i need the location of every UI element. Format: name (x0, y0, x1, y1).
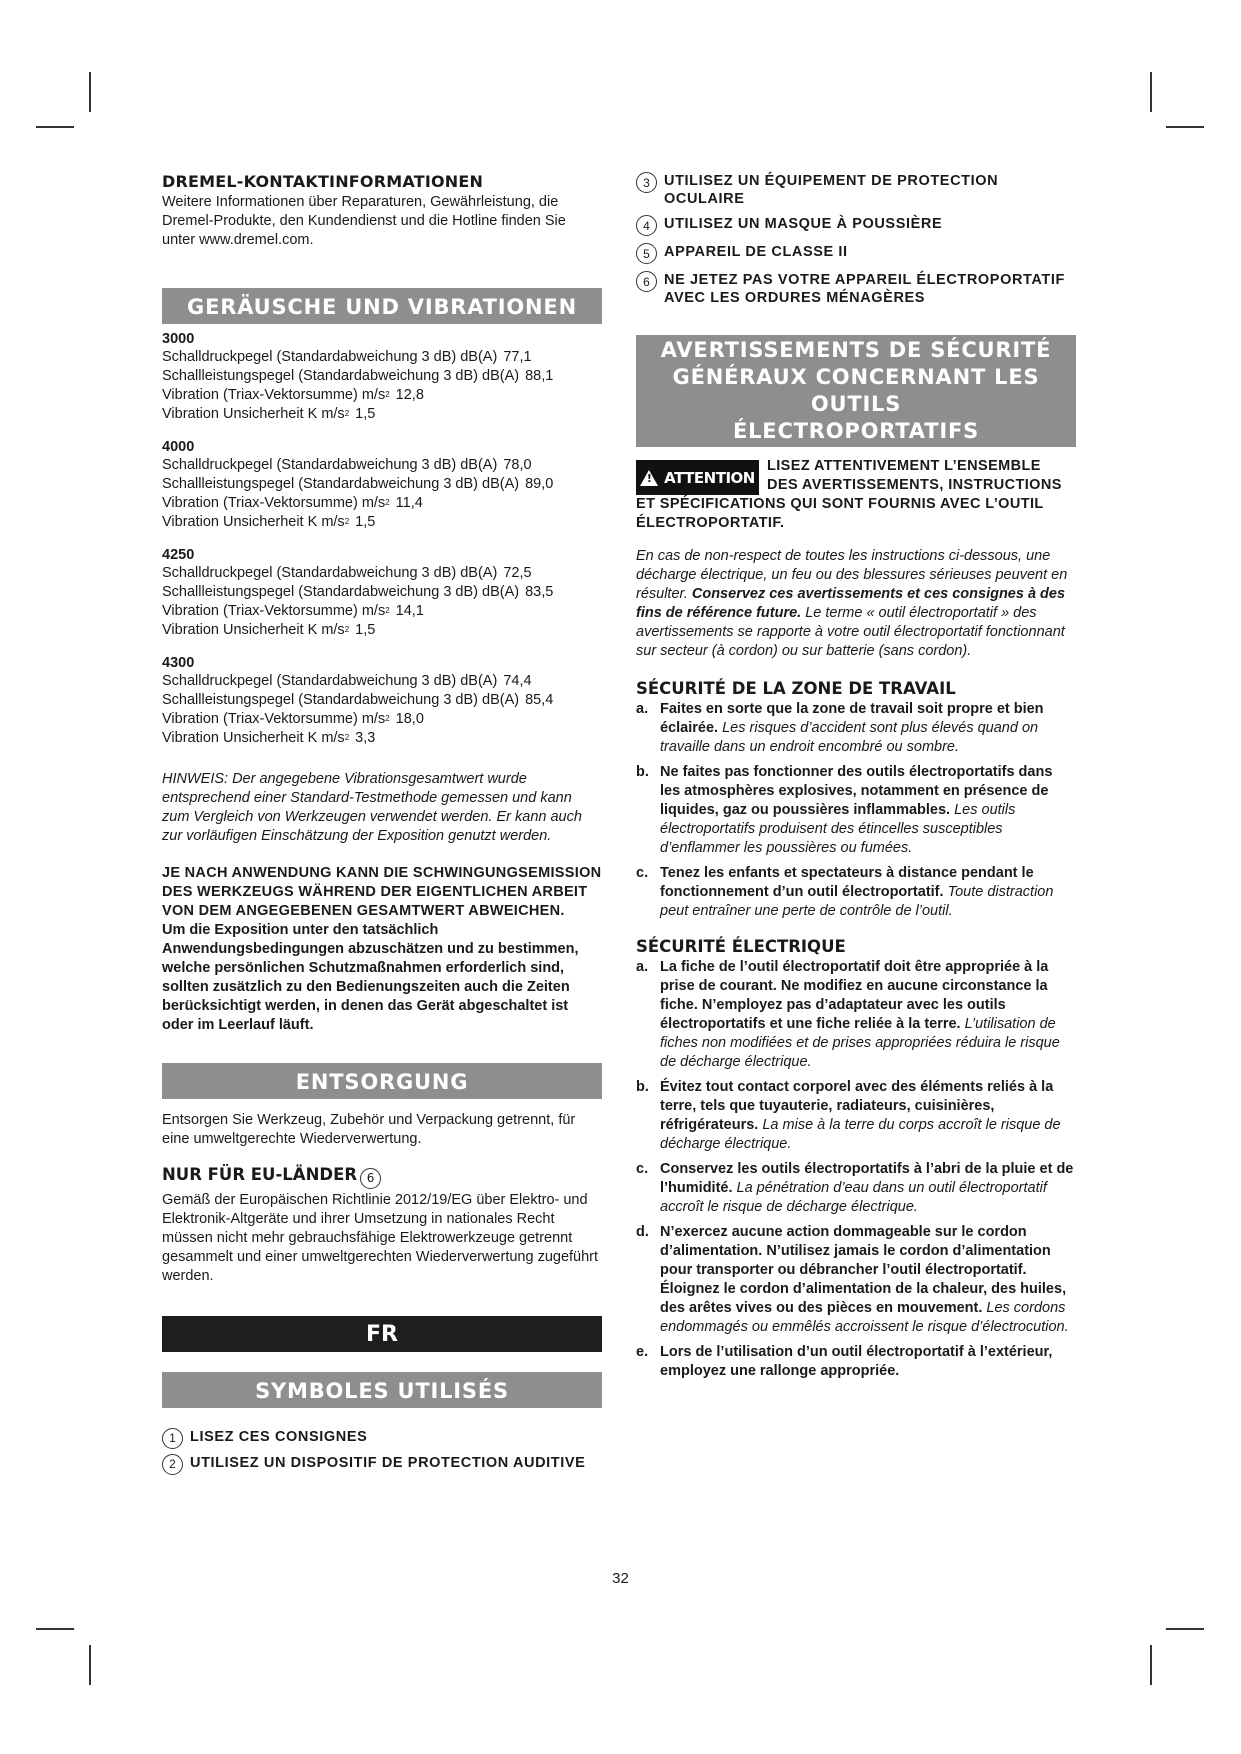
level-row (162, 672, 602, 691)
page-number: 32 (612, 1570, 629, 1587)
language-bar-fr: FR (162, 1316, 602, 1352)
work-area-title: SÉCURITÉ DE LA ZONE DE TRAVAIL (636, 679, 956, 698)
symbol-text: UTILISEZ UN DISPOSITIF DE PROTECTION AUDITIVE (190, 1454, 586, 1471)
item-body (660, 864, 1076, 921)
symbol-text: UTILISEZ UN ÉQUIPEMENT DE PROTECTION OCULAIRE (664, 173, 999, 207)
vibration-warning-caps: JE NACH ANWENDUNG KANN DIE SCHWINGUNGSEMISSION DES WERKZEUGS WÄHREND DER EIGENTLICHEN ARBEIT VON DEM ANGEGEBENEN GESAMTWERT ABWEICHEN. (162, 865, 602, 919)
eu-text: Gemäß der Europäischen Richtlinie 2012/19/EG über Elektro- und Elektronik-Altgeräte und ihrer Umsetzung in nationales Recht müssen nicht mehr gebrauchsfähige Elektrowerkzeuge getrennt gesammelt und einer umweltgerechten Wiederverwertung zugeführt werden. (162, 1191, 599, 1284)
level-row (162, 583, 602, 602)
symbol-item (636, 215, 1076, 236)
noise-heading: GERÄUSCHE UND VIBRATIONEN (162, 288, 602, 324)
level-label: Schalldruckpegel (Standardabweichung 3 dB) dB(A) (162, 349, 498, 365)
left-column (162, 172, 602, 1475)
item-body (660, 700, 1076, 757)
general-heading-line: AVERTISSEMENTS DE SÉCURITÉ (660, 338, 1052, 362)
warning-triangle-icon: ! (640, 470, 658, 486)
level-label: Vibration (Triax-Vektorsumme) $m/s^2$ (162, 711, 390, 727)
level-label: Vibration Unsicherheit K $m/s^2$ (162, 622, 350, 638)
level-value: 1,5 (355, 622, 376, 638)
general-warnings-heading (636, 335, 1076, 447)
symbol-text: LISEZ CES CONSIGNES (190, 1428, 368, 1445)
superscript-2: 2 (344, 733, 350, 742)
level-row (162, 405, 602, 424)
contact-title: DREMEL-KONTAKTINFORMATIONEN (162, 172, 484, 191)
noise-levels (162, 330, 602, 748)
item-bold: Lors de l’utilisation d’un outil électroportatif à l’extérieur, employez une rallonge appropriée. (660, 1344, 1053, 1379)
level-row (162, 710, 602, 729)
symbols-list-left (162, 1428, 602, 1475)
item-bold: La fiche de l’outil électroportatif doit être appropriée à la prise de courant. Ne modifiez en aucune circonstance la fiche. N’employez pas d’adaptateur avec les outils électroportatifs et une fiche reliée à la terre. (660, 959, 1049, 1032)
level-row (162, 456, 602, 475)
superscript-2: 2 (344, 625, 350, 634)
symbols-heading: SYMBOLES UTILISÉS (162, 1372, 602, 1408)
level-value: 1,5 (355, 514, 376, 530)
level-value: 77,1 (503, 349, 532, 365)
item-italic: Les outils électroportatifs produisent des étincelles susceptibles d’enflammer les poussières ou fumées. (660, 802, 1016, 856)
item-bold: Ne faites pas fonctionner des outils électroportatifs dans les atmosphères explosives, notamment en présence de liquides, gaz ou poussières inflammables. (660, 764, 1053, 818)
symbol-1-icon: 1 (162, 1428, 183, 1449)
symbol-item (636, 172, 1076, 208)
safety-item (636, 864, 1076, 921)
item-letter: b. (636, 1079, 649, 1095)
level-speed: 4000 (162, 439, 195, 455)
hinweis-note: HINWEIS: Der angegebene Vibrationsgesamtwert wurde entsprechend einer Standard-Testmethode gemessen und kann zum Vergleich von Werkzeugen verwendet werden. Er kann auch zur vorläufigen Einschätzung der Exposition genutzt werden. (162, 771, 582, 844)
crop-mark (1166, 126, 1204, 128)
level-label: Vibration (Triax-Vektorsumme) $m/s^2$ (162, 603, 390, 619)
level-value: 85,4 (525, 692, 554, 708)
item-body (660, 1343, 1076, 1381)
item-body (660, 1160, 1076, 1217)
level-label: Vibration (Triax-Vektorsumme) $m/s^2$ (162, 495, 390, 511)
item-letter: c. (636, 1161, 649, 1177)
level-label: Schallleistungspegel (Standardabweichung 3 dB) dB(A) (162, 692, 520, 708)
item-letter: a. (636, 959, 649, 975)
item-italic: Les risques d’accident sont plus élevés quand on travaille dans un endroit encombré ou sombre. (660, 720, 1039, 755)
item-italic: Les cordons endommagés ou emmêlés accroissent le risque d’électrocution. (660, 1300, 1069, 1335)
crop-mark (89, 72, 91, 112)
safety-item (636, 1343, 1076, 1381)
attention-block (636, 457, 1076, 533)
level-label: Schallleistungspegel (Standardabweichung 3 dB) dB(A) (162, 368, 520, 384)
item-bold: Tenez les enfants et spectateurs à distance pendant le fonctionnement d’un outil électroportatif. (660, 865, 1034, 900)
safety-item (636, 1223, 1076, 1337)
item-body (660, 958, 1076, 1072)
contact-text: Weitere Informationen über Reparaturen, Gewährleistung, die Dremel-Produkte, den Kundendienst und die Hotline finden Sie unter www.dremel.com. (162, 194, 566, 248)
superscript-2: 2 (385, 390, 390, 399)
level-value: 89,0 (525, 476, 554, 492)
level-speed: 3000 (162, 331, 195, 347)
item-letter: a. (636, 701, 649, 717)
safety-item (636, 700, 1076, 757)
symbol-5-icon: 5 (636, 243, 657, 264)
level-value: 74,4 (503, 673, 532, 689)
symbol-text: NE JETEZ PAS VOTRE APPAREIL ÉLECTROPORTATIF AVEC LES ORDURES MÉNAGÈRES (664, 272, 1065, 306)
level-value: 3,3 (355, 730, 376, 746)
symbol-3-icon: 3 (636, 172, 657, 193)
safety-item (636, 1160, 1076, 1217)
level-value: 72,5 (503, 565, 532, 581)
symbol-6-icon: 6 (360, 1168, 381, 1189)
level-row (162, 602, 602, 621)
symbol-text: APPAREIL DE CLASSE II (664, 244, 848, 260)
level-value: 78,0 (503, 457, 532, 473)
level-label: Vibration Unsicherheit K $m/s^2$ (162, 406, 350, 422)
electrical-title: SÉCURITÉ ÉLECTRIQUE (636, 937, 846, 956)
item-bold: Évitez tout contact corporel avec des éléments reliés à la terre, tels que tuyauterie, radiateurs, cuisinières, réfrigérateurs. (660, 1079, 1054, 1133)
superscript-2: 2 (385, 498, 390, 507)
general-heading-line: GÉNÉRAUX CONCERNANT LES OUTILS (672, 365, 1040, 416)
safety-item (636, 763, 1076, 858)
item-body (660, 763, 1076, 858)
level-row (162, 475, 602, 494)
level-label: Vibration (Triax-Vektorsumme) $m/s^2$ (162, 387, 390, 403)
item-italic: La pénétration d’eau dans un outil électroportatif accroît le risque de décharge électrique. (660, 1180, 1047, 1215)
work-area-list (636, 700, 1076, 921)
item-bold: Faites en sorte que la zone de travail soit propre et bien éclairée. (660, 701, 1044, 736)
intro-part-3: Le terme « outil électroportatif » des avertissements se rapporte à votre outil électroportatif fonctionnant sur secteur (à cordon) ou sur batterie (sans cordon). (636, 605, 1065, 659)
safety-item (636, 958, 1076, 1072)
vibration-warning-text: Um die Exposition unter den tatsächlich Anwendungsbedingungen abzuschätzen und zu bestimmen, welche persönlichen Schutzmaßnahmen erforderlich sind, sollten zusätzlich zu den Bedienungszeiten auch die Zeiten berücksichtigt werden, in denen das Gerät abgeschaltet ist oder im Leerlauf läuft. (162, 922, 579, 1033)
item-bold: N’exercez aucune action dommageable sur le cordon d’alimentation. N’utilisez jamais le cordon d’alimentation pour transporter ou débrancher l’outil électroportatif. Éloignez le cordon d’alimentation de la chaleur, des huiles, des arêtes vives ou des pièces en mouvement. (660, 1224, 1067, 1316)
item-bold: Conservez les outils électroportatifs à l’abri de la pluie et de l’humidité. (660, 1161, 1074, 1196)
level-label: Schalldruckpegel (Standardabweichung 3 dB) dB(A) (162, 673, 498, 689)
symbol-text: UTILISEZ UN MASQUE À POUSSIÈRE (664, 216, 943, 232)
symbol-2-icon: 2 (162, 1454, 183, 1475)
item-letter: c. (636, 865, 649, 881)
intro-part-1: En cas de non-respect de toutes les instructions ci-dessous, une décharge électrique, un feu ou des blessures sérieuses peuvent en résulter. (636, 548, 1068, 602)
disposal-heading: ENTSORGUNG (162, 1063, 602, 1099)
level-row (162, 348, 602, 367)
crop-mark (1150, 72, 1152, 112)
eu-title-text: NUR FÜR EU-LÄNDER (162, 1165, 358, 1184)
safety-item (636, 1078, 1076, 1154)
crop-mark (1150, 1645, 1152, 1685)
item-italic: La mise à la terre du corps accroît le risque de décharge électrique. (660, 1117, 1061, 1152)
crop-mark (1166, 1628, 1204, 1630)
level-row (162, 691, 602, 710)
level-row (162, 494, 602, 513)
crop-mark (89, 1645, 91, 1685)
level-label: Schalldruckpegel (Standardabweichung 3 dB) dB(A) (162, 565, 498, 581)
electrical-list (636, 958, 1076, 1381)
level-label: Vibration Unsicherheit K $m/s^2$ (162, 514, 350, 530)
item-letter: d. (636, 1224, 649, 1240)
symbols-list-right (636, 172, 1076, 307)
level-label: Vibration Unsicherheit K $m/s^2$ (162, 730, 350, 746)
eu-title (162, 1165, 602, 1189)
symbol-item (636, 243, 1076, 264)
level-label: Schallleistungspegel (Standardabweichung 3 dB) dB(A) (162, 476, 520, 492)
symbol-6-icon: 6 (636, 271, 657, 292)
item-body (660, 1223, 1076, 1337)
general-intro (636, 547, 1076, 661)
crop-mark (36, 1628, 74, 1630)
right-column (636, 172, 1076, 1387)
item-letter: b. (636, 764, 649, 780)
attention-badge (636, 460, 759, 495)
level-row (162, 367, 602, 386)
level-value: 12,8 (395, 387, 424, 403)
superscript-2: 2 (344, 517, 350, 526)
superscript-2: 2 (385, 714, 390, 723)
level-row (162, 621, 602, 640)
symbol-item (636, 271, 1076, 307)
superscript-2: 2 (385, 606, 390, 615)
level-row (162, 386, 602, 405)
level-speed: 4250 (162, 547, 195, 563)
symbol-4-icon: 4 (636, 215, 657, 236)
level-row (162, 564, 602, 583)
level-value: 83,5 (525, 584, 554, 600)
level-value: 11,4 (395, 495, 423, 511)
level-value: 14,1 (395, 603, 424, 619)
attention-text: LISEZ ATTENTIVEMENT L’ENSEMBLE DES AVERTISSEMENTS, INSTRUCTIONS ET SPÉCIFICATIONS QUI SONT FOURNIS AVEC L’OUTIL ÉLECTROPORTATIF. (636, 458, 1062, 531)
symbol-item (162, 1454, 602, 1475)
intro-part-2: Conservez ces avertissements et ces consignes à des fins de référence future. (636, 586, 1066, 621)
level-value: 88,1 (525, 368, 554, 384)
disposal-text: Entsorgen Sie Werkzeug, Zubehör und Verpackung getrennt, für eine umweltgerechte Wiederverwertung. (162, 1112, 576, 1147)
level-label: Schalldruckpegel (Standardabweichung 3 dB) dB(A) (162, 457, 498, 473)
general-heading-line: ÉLECTROPORTATIFS (732, 419, 980, 443)
level-row (162, 513, 602, 532)
item-body (660, 1078, 1076, 1154)
level-speed: 4300 (162, 655, 195, 671)
crop-mark (36, 126, 74, 128)
superscript-2: 2 (344, 409, 350, 418)
item-letter: e. (636, 1344, 649, 1360)
level-label: Schallleistungspegel (Standardabweichung 3 dB) dB(A) (162, 584, 520, 600)
level-value: 18,0 (395, 711, 424, 727)
item-italic: L’utilisation de fiches non modifiées et de prises appropriées réduira le risque de décharge électrique. (660, 1016, 1060, 1070)
attention-label: ATTENTION (664, 468, 755, 487)
level-row (162, 729, 602, 748)
level-value: 1,5 (355, 406, 376, 422)
symbol-item (162, 1428, 602, 1449)
item-italic: Toute distraction peut entraîner une perte de contrôle de l’outil. (660, 884, 1054, 919)
